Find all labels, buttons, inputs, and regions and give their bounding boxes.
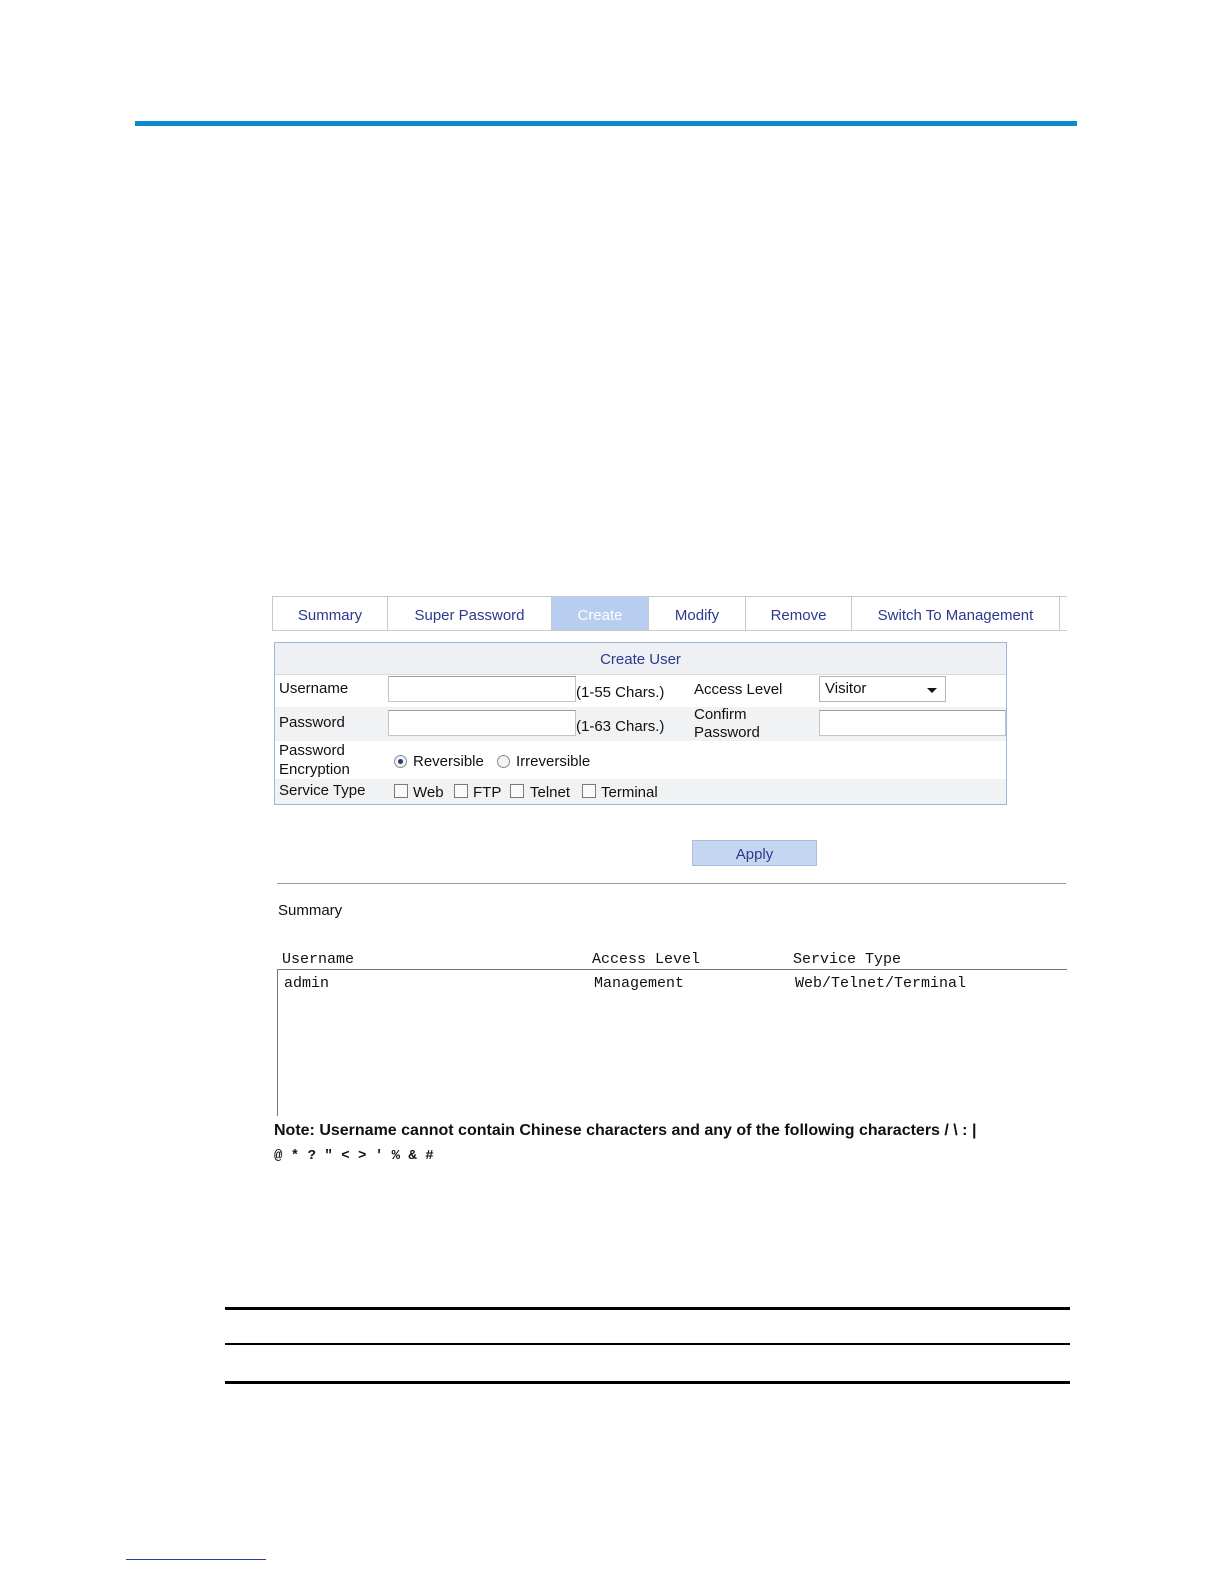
password-label: Password [279, 714, 345, 731]
access-level-value: Visitor [825, 680, 867, 697]
tab-remove[interactable]: Remove [746, 597, 852, 630]
confirm-password-label-line2: Password [694, 724, 760, 741]
encryption-label-line2: Encryption [279, 761, 350, 778]
irreversible-label: Irreversible [516, 753, 591, 770]
password-input[interactable] [388, 710, 576, 736]
user-management-screenshot [272, 596, 1068, 1168]
irreversible-radio[interactable] [497, 755, 510, 768]
table-header-rule [225, 1343, 1070, 1345]
cell-service-type[interactable]: Web/Telnet/Terminal [795, 975, 967, 992]
username-hint: (1-55 Chars.) [576, 684, 665, 701]
form-title: Create User [275, 643, 1006, 675]
username-label: Username [279, 680, 349, 697]
tab-bar [272, 596, 1067, 631]
access-level-label: Access Level [694, 681, 783, 698]
confirm-password-label-line1: Confirm [694, 706, 747, 723]
telnet-checkbox[interactable] [510, 784, 524, 798]
terminal-label: Terminal [601, 784, 658, 801]
web-label: Web [413, 784, 444, 801]
tab-super-password[interactable]: Super Password [388, 597, 552, 630]
telnet-label: Telnet [530, 784, 571, 801]
column-header-username: Username [282, 951, 355, 968]
tab-switch-to-management[interactable]: Switch To Management [852, 597, 1060, 630]
create-user-form [274, 642, 1007, 805]
confirm-password-input[interactable] [819, 710, 1006, 736]
web-checkbox[interactable] [394, 784, 408, 798]
ftp-label: FTP [473, 784, 502, 801]
chevron-down-icon [927, 688, 937, 693]
footer-link-underline [126, 1559, 266, 1560]
tab-summary[interactable]: Summary [273, 597, 388, 630]
table-top-rule [225, 1307, 1070, 1310]
username-input[interactable] [388, 676, 576, 702]
summary-label: Summary [278, 902, 343, 919]
cell-access-level[interactable]: Management [594, 975, 685, 992]
access-level-select[interactable] [819, 676, 946, 702]
cell-username[interactable]: admin [284, 975, 330, 992]
note-text: Note: Username cannot contain Chinese characters and any of the following characters / \ : | [274, 1122, 977, 1139]
section-divider [277, 883, 1066, 884]
apply-button[interactable]: Apply [692, 840, 817, 866]
page-header-rule [135, 121, 1077, 126]
service-type-label: Service Type [279, 782, 366, 799]
note-forbidden-chars: @ * ? " < > ' % & # [274, 1148, 434, 1164]
terminal-checkbox[interactable] [582, 784, 596, 798]
password-hint: (1-63 Chars.) [576, 718, 665, 735]
column-header-access-level: Access Level [592, 951, 701, 968]
ftp-checkbox[interactable] [454, 784, 468, 798]
tab-create[interactable]: Create [552, 597, 649, 630]
column-header-service-type: Service Type [793, 951, 902, 968]
reversible-label: Reversible [413, 753, 484, 770]
tab-modify[interactable]: Modify [649, 597, 746, 630]
encryption-label-line1: Password [279, 742, 345, 759]
table-bottom-rule [225, 1381, 1070, 1384]
reversible-radio[interactable] [394, 755, 407, 768]
